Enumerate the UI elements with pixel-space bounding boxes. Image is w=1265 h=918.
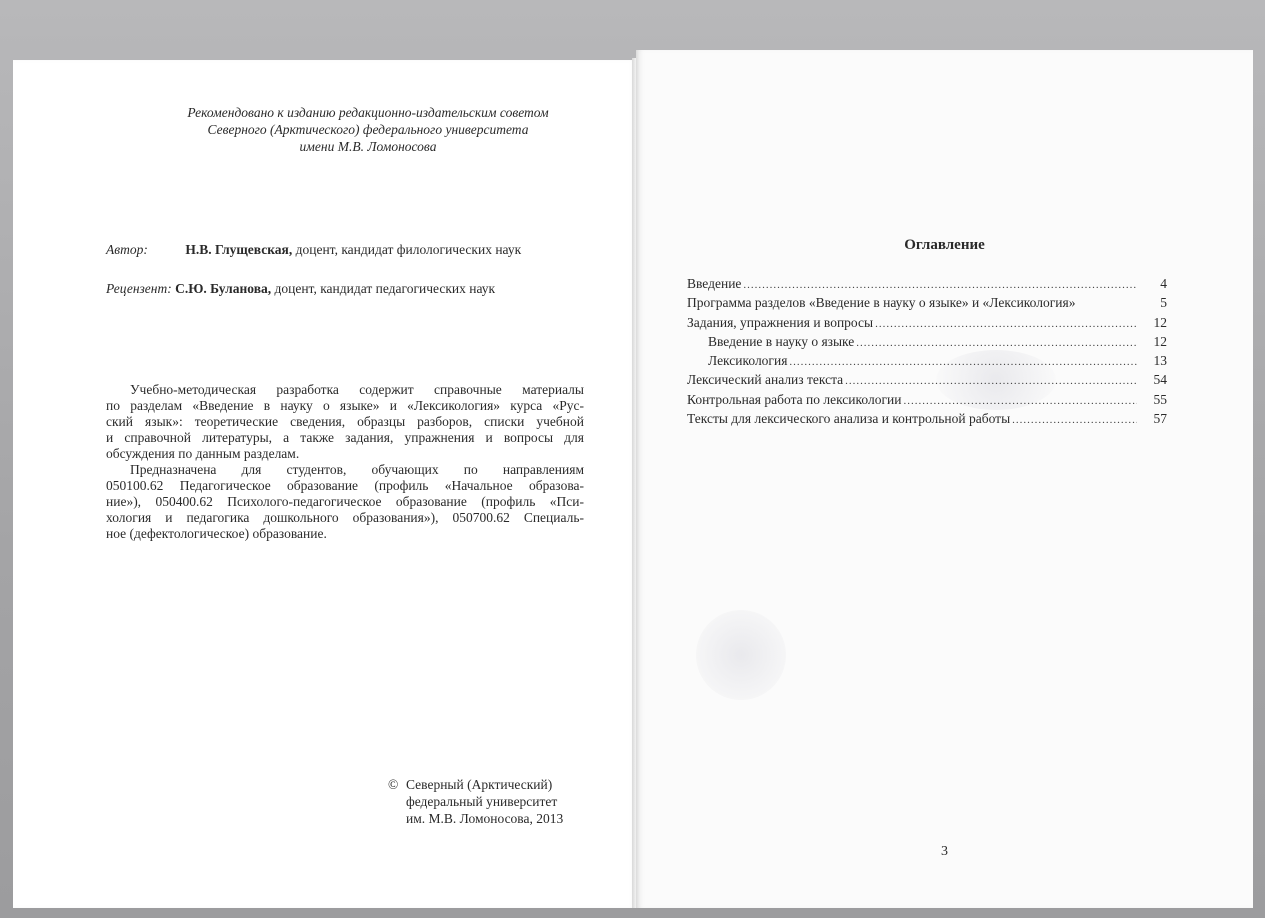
reviewer-title: доцент, кандидат педагогических наук (271, 281, 496, 296)
reviewer-role: Рецензент: (106, 281, 172, 296)
copyright-line: Северный (Арктический) (406, 777, 553, 792)
toc-entry-label: Задания, упражнения и вопросы (687, 314, 874, 330)
recommendation-line: Северного (Арктического) федерального университета (207, 122, 529, 137)
right-page (636, 50, 1253, 908)
reviewer-credit (106, 281, 495, 297)
recommendation-line: имени М.В. Ломоносова (299, 139, 437, 154)
toc-entry-page: 12 (1153, 333, 1167, 349)
toc-leader-dots (845, 375, 1137, 387)
reviewer-name: С.Ю. Буланова, (175, 281, 272, 296)
toc-title: Оглавление (904, 237, 985, 253)
toc-entry-page: 13 (1153, 353, 1167, 369)
annotation-line: хология и педагогика дошкольного образования»), 050700.62 Специаль- (106, 510, 584, 525)
page-number: 3 (941, 844, 948, 859)
toc-leader-dots (903, 395, 1137, 407)
toc-entry-label: Тексты для лексического анализа и контрольной работы (687, 411, 1011, 427)
publication-recommendation (113, 104, 623, 155)
author-role: Автор: (106, 242, 148, 257)
author-name: Н.В. Глущевская, (185, 242, 293, 257)
left-page (13, 60, 638, 908)
toc-entry-page: 54 (1153, 372, 1167, 388)
copyright-symbol: © (388, 777, 399, 792)
toc-leader-dots (743, 279, 1137, 291)
toc-leader-dots (789, 356, 1137, 368)
toc-entry-label: Введение в науку о языке (708, 333, 855, 349)
annotation-line: Учебно-методическая разработка содержит справочные материалы (130, 382, 584, 397)
scan-smudge (696, 610, 786, 700)
author-credit (106, 242, 521, 258)
toc-entry-label: Лексикология (708, 353, 788, 369)
copyright-line: им. М.В. Ломоносова, 2013 (406, 811, 564, 826)
toc-entry-page: 12 (1153, 314, 1167, 330)
toc-leader-dots (875, 318, 1137, 330)
toc-entry[interactable] (687, 372, 1167, 391)
toc-leader-dots (856, 337, 1137, 349)
copyright-line: федеральный университет (406, 794, 558, 809)
table-of-contents (687, 276, 1167, 430)
toc-entry-label: Введение (687, 276, 742, 291)
annotation-text (106, 382, 584, 542)
toc-entry[interactable] (687, 392, 1167, 411)
annotation-line: 050100.62 Педагогическое образование (профиль «Начальное образова- (106, 478, 584, 493)
recommendation-line: Рекомендовано к изданию редакционно-издательским советом (187, 105, 549, 120)
toc-subentry[interactable] (687, 353, 1167, 372)
toc-entry[interactable] (687, 276, 1167, 295)
author-title: доцент, кандидат филологических наук (292, 242, 522, 257)
toc-entry-label: Программа разделов «Введение в науку о языке» и «Лексикология» (687, 295, 1076, 311)
toc-entry-page: 55 (1153, 391, 1167, 407)
toc-entry-label: Лексический анализ текста (687, 372, 844, 388)
copyright-block (388, 776, 563, 827)
toc-entry[interactable] (687, 411, 1167, 430)
annotation-line: и справочной литературы, а также задания, упражнения и вопросы для (106, 430, 584, 445)
toc-leader-dots (1012, 414, 1137, 426)
toc-entry-label: Контрольная работа по лексикологии (687, 391, 902, 407)
annotation-line: ский язык»: теоретические сведения, образцы разборов, списки учебной (106, 414, 584, 429)
annotation-line: по разделам «Введение в науку о языке» и «Лексикология» курса «Рус- (106, 398, 584, 413)
annotation-line: ное (дефектологическое) образование. (106, 526, 327, 541)
annotation-line: обсуждения по данным разделам. (106, 446, 300, 461)
toc-subentry[interactable] (687, 334, 1167, 353)
toc-entry[interactable] (687, 295, 1167, 314)
toc-entry-page: 5 (1160, 295, 1167, 311)
annotation-line: Предназначена для студентов, обучающих по направлениям (130, 462, 584, 477)
toc-entry[interactable] (687, 315, 1167, 334)
annotation-line: ние»), 050400.62 Психолого-педагогическое образование (профиль «Пси- (106, 494, 584, 509)
toc-entry-page: 4 (1160, 276, 1167, 291)
toc-entry-page: 57 (1153, 411, 1167, 427)
